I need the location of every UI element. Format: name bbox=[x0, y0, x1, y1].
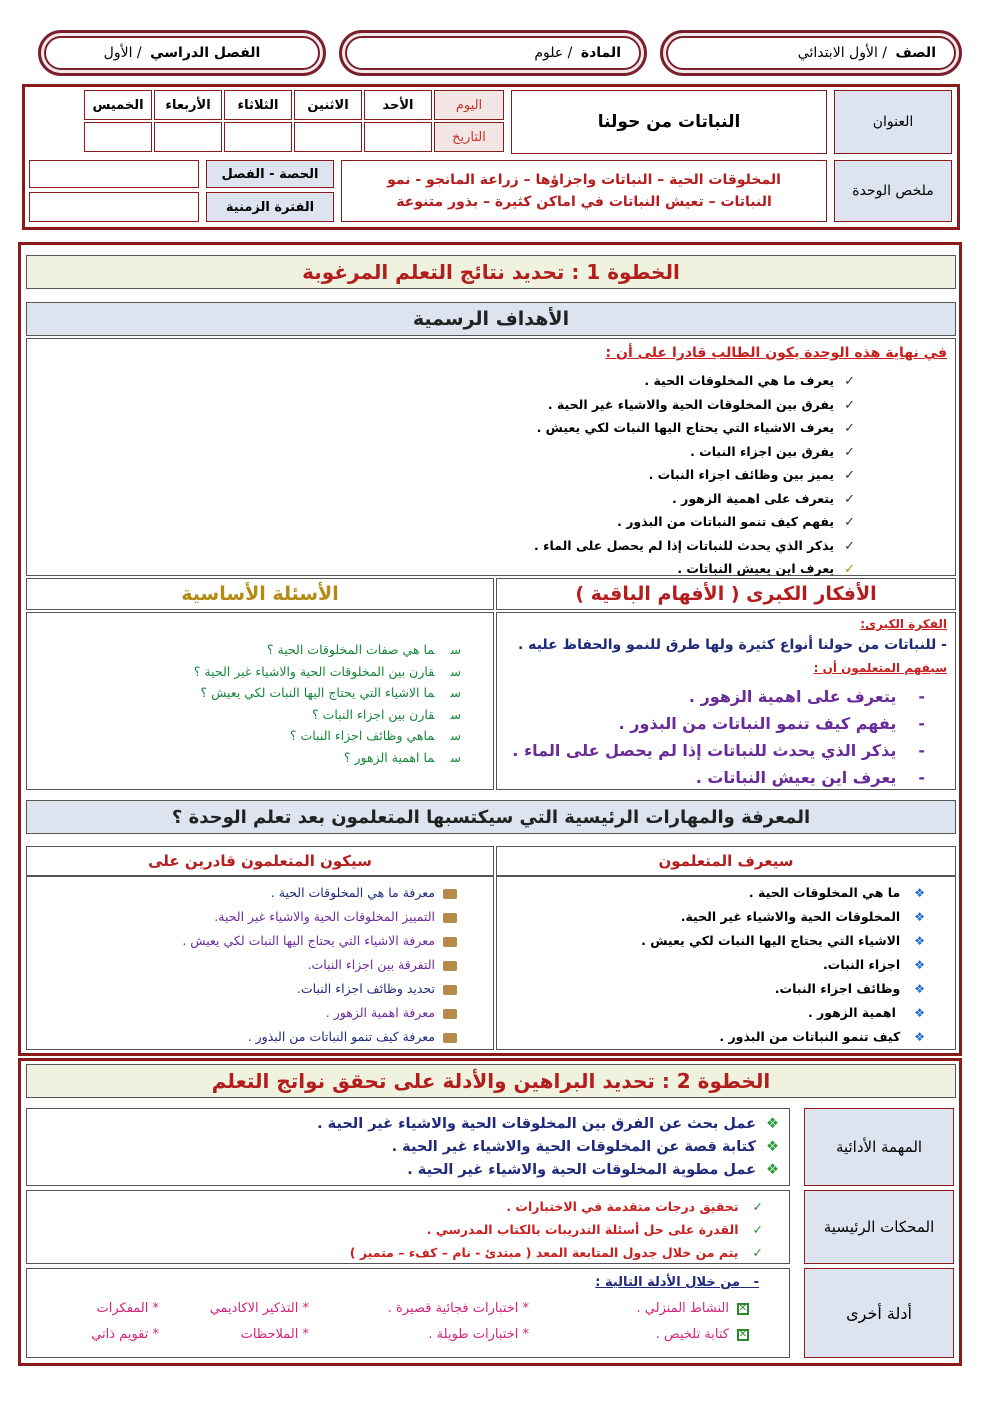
question-item bbox=[194, 725, 461, 747]
task-text: عمل بحث عن الفرق بين المخلوقات الحية والاشياء غير الحية . bbox=[317, 1116, 756, 1132]
able-item bbox=[182, 953, 457, 977]
check-icon: ✓ bbox=[752, 1245, 763, 1260]
know-item bbox=[641, 977, 925, 1001]
diamond-icon: ❖ bbox=[914, 982, 925, 996]
goals-box bbox=[26, 338, 956, 576]
big-idea-text: - للنباتات من حولنا أنواع كثيرة ولها طرق للنمو والحفاظ عليه . bbox=[517, 637, 947, 653]
book-icon bbox=[443, 889, 457, 899]
know-item bbox=[641, 1001, 925, 1025]
understanding-item bbox=[512, 737, 925, 764]
question-prefix: س bbox=[450, 642, 461, 657]
big-ideas-title: الأفكار الكبرى ( الأفهام الباقية ) bbox=[496, 578, 956, 610]
other-intro: - من خلال الأدلة التالية : bbox=[595, 1275, 759, 1290]
day-cell[interactable] bbox=[84, 122, 152, 152]
semester-value: الأول bbox=[103, 45, 133, 61]
able-item bbox=[182, 1025, 457, 1049]
question-item bbox=[194, 661, 461, 683]
know-text: ما هي المخلوقات الحية . bbox=[748, 885, 901, 900]
question-item bbox=[194, 682, 461, 704]
sparkle-icon: ❖ bbox=[766, 1162, 779, 1178]
able-text: التفرقة بين اجزاء النبات. bbox=[307, 957, 435, 972]
dash-icon: - bbox=[918, 741, 925, 760]
other-label: أدلة أخرى bbox=[804, 1268, 954, 1358]
book-icon bbox=[443, 961, 457, 971]
question-text: ماهي وظائف اجزاء النبات ؟ bbox=[289, 728, 435, 743]
other-evidence-text: كتابة تلخيص . bbox=[655, 1327, 729, 1342]
book-icon bbox=[443, 1033, 457, 1043]
understanding-item bbox=[512, 764, 925, 791]
goal-item bbox=[534, 463, 855, 487]
understanding-text: يذكر الذي يحدث للنباتات إذا لم يحصل على الماء . bbox=[512, 741, 897, 760]
goal-item bbox=[534, 416, 855, 440]
criteria-text: تحقيق درجات متقدمة في الاختبارات . bbox=[506, 1199, 739, 1214]
question-text: ما الاشياء التي يحتاج اليها النبات لكي يعيش ؟ bbox=[200, 685, 435, 700]
question-prefix: س bbox=[450, 663, 461, 679]
goal-item bbox=[534, 487, 855, 511]
able-item bbox=[182, 929, 457, 953]
summary-label: ملخص الوحدة bbox=[834, 160, 952, 222]
able-text: التمييز المخلوقات الحية والاشياء غير الحية. bbox=[214, 909, 435, 924]
duration-value[interactable] bbox=[29, 192, 199, 222]
day-header: الثلاثاء bbox=[224, 90, 292, 120]
other-evidence-text: النشاط المنزلي . bbox=[636, 1301, 729, 1316]
duration-label: الفترة الزمنية bbox=[206, 192, 334, 222]
understand-list bbox=[512, 683, 925, 791]
day-header: الأحد bbox=[364, 90, 432, 120]
diamond-icon: ❖ bbox=[914, 910, 925, 924]
able-box bbox=[26, 876, 494, 1050]
diamond-icon: ❖ bbox=[914, 958, 925, 972]
checked-box-icon: ✕ bbox=[738, 1302, 747, 1314]
semester-label: الفصل الدراسي bbox=[150, 45, 261, 61]
sparkle-icon: ❖ bbox=[766, 1139, 779, 1155]
understanding-text: يعرف اين يعيش النباتات . bbox=[695, 768, 897, 787]
able-text: تحديد وظائف اجزاء النبات. bbox=[296, 981, 435, 996]
checked-box-icon: ✕ bbox=[738, 1328, 747, 1340]
able-list bbox=[182, 881, 457, 1049]
criteria-item bbox=[350, 1195, 763, 1218]
subject-pill: المادة / علوم bbox=[339, 30, 647, 76]
goal-item bbox=[534, 534, 855, 558]
grade-pill: الصف / الأول الابتدائي bbox=[660, 30, 962, 76]
question-prefix: س bbox=[450, 749, 461, 765]
task-text: كتابة قصة عن المخلوقات الحية والاشياء غير الحية . bbox=[391, 1139, 756, 1155]
day-label: اليوم bbox=[434, 90, 504, 120]
know-text: المخلوقات الحية والاشياء غير الحية. bbox=[680, 909, 901, 924]
question-text: قارن بين المخلوقات الحية والاشياء غير الحية ؟ bbox=[193, 663, 435, 679]
book-icon bbox=[443, 1009, 457, 1019]
criteria-item bbox=[350, 1218, 763, 1241]
able-text: معرفة اهمية الزهور . bbox=[325, 1005, 435, 1020]
summary-line-2: النباتات – تعيش النباتات في اماكن كثيرة – بذور متنوعة bbox=[396, 194, 772, 210]
other-evidence-item bbox=[656, 1327, 749, 1342]
able-item bbox=[182, 977, 457, 1001]
check-icon: ✓ bbox=[844, 562, 855, 577]
questions-box bbox=[26, 612, 494, 790]
other-evidence-item bbox=[637, 1301, 749, 1316]
check-icon: ✓ bbox=[844, 491, 855, 507]
understanding-text: يفهم كيف تنمو النباتات من البذور . bbox=[618, 714, 897, 733]
question-prefix: س bbox=[450, 728, 461, 743]
understanding-item bbox=[512, 683, 925, 710]
date-label: التاريخ bbox=[434, 122, 504, 152]
questions-title: الأسئلة الأساسية bbox=[26, 578, 494, 610]
dash-icon: - bbox=[918, 687, 925, 706]
question-text: ما هي صفات المخلوقات الحية ؟ bbox=[266, 642, 435, 657]
know-text: الاشياء التي يحتاج اليها النبات لكي يعيش . bbox=[641, 933, 901, 948]
other-evidence-item bbox=[428, 1327, 529, 1342]
goal-text: يفرق بين المخلوقات الحية والاشياء غير الحية . bbox=[547, 396, 835, 412]
know-item bbox=[641, 881, 925, 905]
goals-list bbox=[534, 369, 855, 581]
criteria-item bbox=[350, 1241, 763, 1264]
sparkle-icon: ❖ bbox=[766, 1116, 779, 1132]
other-evidence-text: * المفكرات bbox=[96, 1301, 159, 1316]
goal-item bbox=[534, 440, 855, 464]
goal-text: يتعرف على اهمية الزهور . bbox=[672, 490, 835, 506]
goal-item bbox=[534, 393, 855, 417]
task-text: عمل مطوية المخلوقات الحية والاشياء غير الحية . bbox=[407, 1162, 756, 1178]
question-item bbox=[194, 639, 461, 661]
diamond-icon: ❖ bbox=[914, 1006, 925, 1020]
criteria-list bbox=[350, 1195, 763, 1264]
big-ideas-box bbox=[496, 612, 956, 790]
task-label: المهمة الأدائية bbox=[804, 1108, 954, 1186]
task-list bbox=[317, 1113, 779, 1182]
criteria-label: المحكات الرئيسية bbox=[804, 1190, 954, 1264]
goal-text: يميز بين وظائف اجزاء النبات . bbox=[648, 467, 835, 482]
semester-pill: الفصل الدراسي / الأول bbox=[38, 30, 326, 76]
other-box bbox=[26, 1268, 790, 1358]
diamond-icon: ❖ bbox=[914, 886, 925, 900]
able-title: سيكون المتعلمون قادرين على bbox=[26, 846, 494, 876]
able-item bbox=[182, 905, 457, 929]
goal-text: يعرف الاشياء التي يحتاج اليها النبات لكي يعيش . bbox=[536, 420, 835, 435]
know-list bbox=[641, 881, 925, 1049]
criteria-box bbox=[26, 1190, 790, 1264]
diamond-icon: ❖ bbox=[914, 1030, 925, 1044]
other-evidence-item bbox=[210, 1301, 309, 1316]
summary-line-1: المخلوقات الحية – النباتات واجزاؤها – زراعة المانجو - نمو bbox=[387, 172, 781, 188]
other-evidence-item bbox=[91, 1327, 159, 1342]
know-box bbox=[496, 876, 956, 1050]
subject-label: المادة bbox=[580, 45, 621, 61]
other-evidence-item bbox=[97, 1301, 160, 1316]
question-item bbox=[194, 704, 461, 726]
task-item bbox=[317, 1159, 779, 1182]
other-evidence-text: * اختبارات طويلة . bbox=[428, 1327, 529, 1342]
question-prefix: س bbox=[450, 685, 461, 700]
day-cell[interactable] bbox=[154, 122, 222, 152]
know-title: سيعرف المتعلمون bbox=[496, 846, 956, 876]
check-icon: ✓ bbox=[844, 515, 855, 530]
task-item bbox=[317, 1136, 779, 1159]
criteria-text: يتم من خلال جدول المتابعة المعد ( مبتدئ - نام – كفء – متميز ) bbox=[349, 1245, 739, 1260]
goal-item bbox=[534, 369, 855, 393]
know-text: كيف تنمو النباتات من البذور . bbox=[719, 1029, 901, 1044]
book-icon bbox=[443, 913, 457, 923]
day-cell[interactable] bbox=[294, 122, 362, 152]
know-text: اجزاء النبات. bbox=[822, 957, 901, 972]
able-item bbox=[182, 881, 457, 905]
dash-icon: - bbox=[918, 768, 925, 787]
subject-value: علوم bbox=[534, 45, 564, 61]
know-item bbox=[641, 953, 925, 977]
questions-list bbox=[194, 639, 461, 768]
understanding-item bbox=[512, 710, 925, 737]
grade-label: الصف bbox=[895, 45, 936, 61]
question-item bbox=[194, 747, 461, 769]
know-item bbox=[641, 905, 925, 929]
task-box bbox=[26, 1108, 790, 1186]
question-text: قارن بين اجزاء النبات ؟ bbox=[312, 706, 435, 722]
day-cell[interactable] bbox=[364, 122, 432, 152]
check-icon: ✓ bbox=[844, 468, 855, 483]
other-evidence-text: * التذكير الاكاديمي bbox=[209, 1301, 309, 1316]
other-evidence-text: * تقويم ذاتي bbox=[91, 1327, 159, 1342]
grade-value: الأول الابتدائي bbox=[797, 45, 878, 61]
know-text: اهمية الزهور . bbox=[807, 1005, 901, 1020]
goal-text: يذكر الذي يحدث للنباتات إذا لم يحصل على الماء . bbox=[534, 537, 835, 553]
question-prefix: س bbox=[450, 706, 461, 722]
criteria-text: القدرة على حل أسئلة التدريبات بالكتاب المدرسي . bbox=[426, 1222, 739, 1237]
dash-icon: - bbox=[918, 714, 925, 733]
goal-text: يفرق بين اجزاء النبات . bbox=[690, 443, 835, 459]
day-cell[interactable] bbox=[224, 122, 292, 152]
know-text: وظائف اجزاء النبات. bbox=[774, 981, 901, 996]
day-header: الخميس bbox=[84, 90, 152, 120]
check-icon: ✓ bbox=[844, 444, 855, 460]
summary-box bbox=[341, 160, 827, 222]
period-value[interactable] bbox=[29, 160, 199, 188]
able-item bbox=[182, 1001, 457, 1025]
day-header: الاثنين bbox=[294, 90, 362, 120]
know-item bbox=[641, 929, 925, 953]
know-item bbox=[641, 1025, 925, 1049]
check-icon: ✓ bbox=[844, 374, 855, 389]
other-evidence-item bbox=[388, 1301, 529, 1316]
day-header: الأربعاء bbox=[154, 90, 222, 120]
step1-title: الخطوة 1 : تحديد نتائج التعلم المرغوبة bbox=[26, 255, 956, 289]
check-icon: ✓ bbox=[844, 538, 855, 554]
other-evidence-text: * الملاحظات bbox=[240, 1327, 309, 1342]
goal-item bbox=[534, 557, 855, 581]
other-evidence-text: * اختبارات فجائية قصيرة . bbox=[387, 1301, 529, 1316]
task-item bbox=[317, 1113, 779, 1136]
check-icon: ✓ bbox=[752, 1199, 763, 1214]
diamond-icon: ❖ bbox=[914, 934, 925, 948]
goals-title: الأهداف الرسمية bbox=[26, 302, 956, 336]
knowledge-title: المعرفة والمهارات الرئيسية التي سيكتسبها المتعلمون بعد تعلم الوحدة ؟ bbox=[26, 800, 956, 834]
goals-intro: في نهاية هذه الوحدة يكون الطالب قادرا على أن : bbox=[605, 345, 947, 361]
check-icon: ✓ bbox=[844, 421, 855, 436]
goal-text: يعرف اين يعيش النباتات . bbox=[677, 561, 835, 576]
period-label: الحصة - الفصل bbox=[206, 160, 334, 188]
able-text: معرفة الاشياء التي يحتاج اليها النبات لكي يعيش . bbox=[182, 933, 435, 948]
understand-label: سيفهم المتعلمون أن : bbox=[813, 661, 947, 675]
question-text: ما اهمية الزهور ؟ bbox=[343, 749, 435, 765]
big-idea-label: الفكرة الكبرى: bbox=[860, 617, 947, 631]
title-value: النباتات من حولنا bbox=[511, 90, 827, 154]
able-text: معرفة كيف تنمو النباتات من البذور . bbox=[247, 1029, 435, 1044]
book-icon bbox=[443, 985, 457, 995]
goal-text: يعرف ما هي المخلوقات الحية . bbox=[644, 373, 835, 388]
goal-text: يفهم كيف تنمو النباتات من البذور . bbox=[617, 514, 835, 529]
understanding-text: يتعرف على اهمية الزهور . bbox=[688, 687, 897, 706]
step2-title: الخطوة 2 : تحديد البراهين والأدلة على تحقق نواتج التعلم bbox=[26, 1064, 956, 1098]
check-icon: ✓ bbox=[752, 1222, 763, 1237]
able-text: معرفة ما هي المخلوقات الحية . bbox=[270, 885, 435, 900]
other-evidence-item bbox=[241, 1327, 309, 1342]
goal-item bbox=[534, 510, 855, 534]
check-icon: ✓ bbox=[844, 397, 855, 413]
title-label: العنوان bbox=[834, 90, 952, 154]
book-icon bbox=[443, 937, 457, 947]
